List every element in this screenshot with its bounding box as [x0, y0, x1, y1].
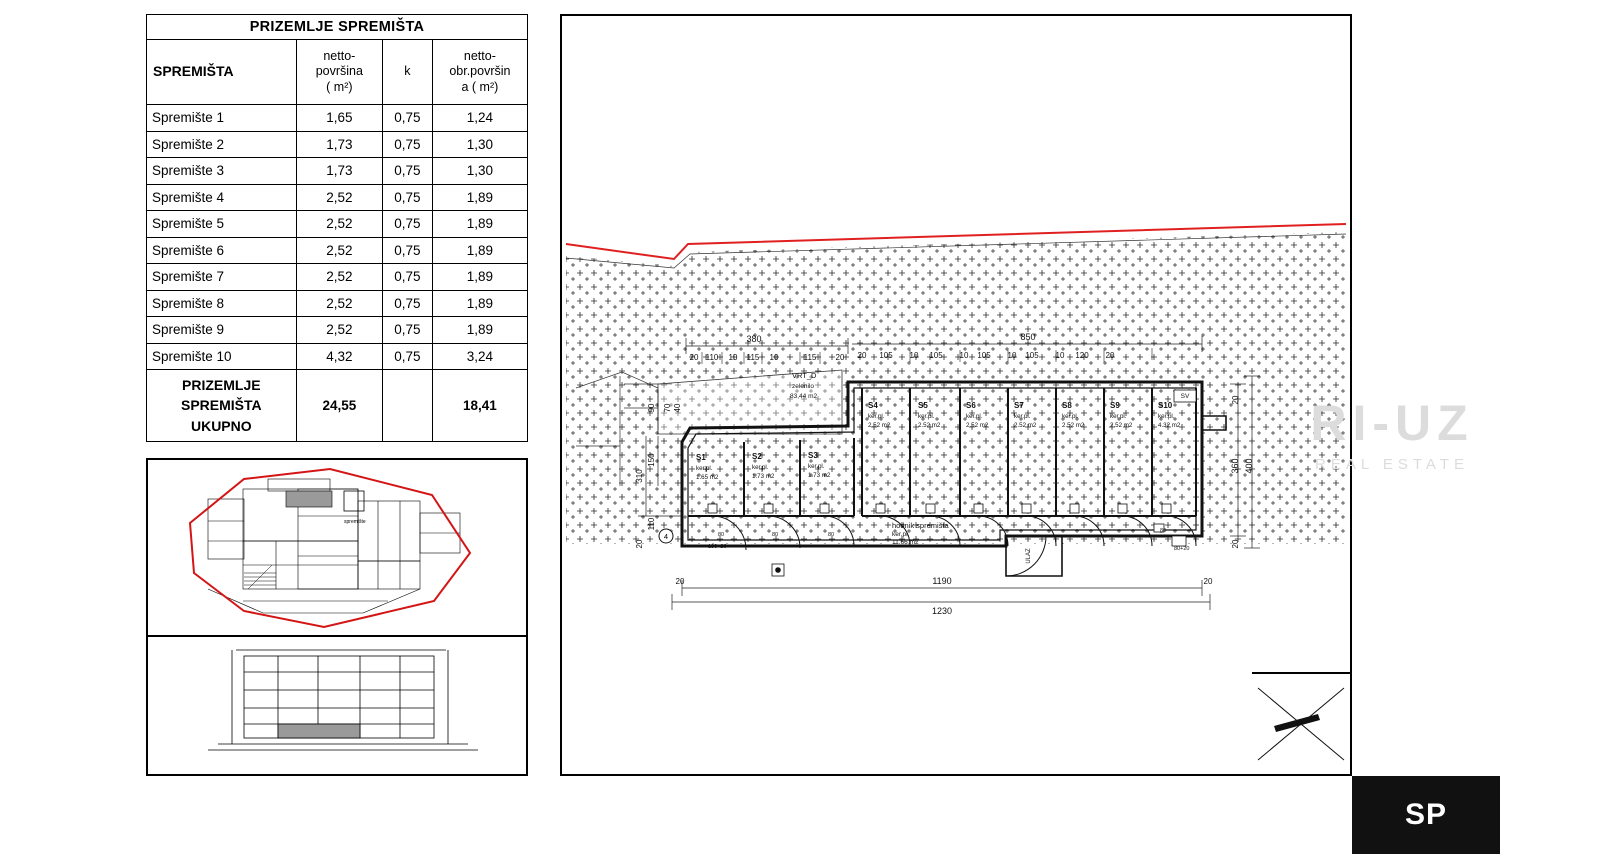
table-row — [147, 158, 528, 185]
total-gross: 18,41 — [432, 370, 527, 442]
unit-S2-area: 1.73 m2 — [752, 473, 775, 480]
site-and-elevation-box — [146, 458, 528, 776]
dim-20e: 20 — [675, 577, 685, 586]
table-row — [147, 237, 528, 264]
total-label-line1: PRIZEMLJE — [182, 377, 261, 393]
cell-name: Spremište 1 — [147, 105, 297, 132]
dim-20a: 20 — [689, 353, 699, 362]
cell-name: Spremište 5 — [147, 211, 297, 238]
unit-S10-id: S10 — [1158, 401, 1173, 410]
gross-line3: a ( m²) — [461, 79, 499, 94]
cell-gross: 1,89 — [432, 317, 527, 344]
dim-105a: 105 — [879, 351, 893, 360]
unit-S6-surface: ker.pl. — [966, 413, 983, 420]
cell-gross: 1,89 — [432, 184, 527, 211]
dim-1230: 1230 — [931, 606, 953, 616]
dim-380: 380 — [746, 334, 762, 344]
storage-area-table — [146, 14, 528, 442]
total-netto: 24,55 — [296, 370, 382, 442]
column-header-name: SPREMIŠTA — [147, 40, 297, 105]
gross-line2: obr.površin — [449, 64, 511, 79]
cell-gross: 1,30 — [432, 158, 527, 185]
total-label-line2: SPREMIŠTA — [180, 397, 262, 414]
dim-400: 400 — [1244, 458, 1254, 474]
dim-1190: 1190 — [932, 576, 952, 586]
garden-area: 83,44 m2 — [790, 393, 818, 400]
dim-20i: 20 — [635, 539, 644, 549]
watermark-main: RI-UZ — [1310, 395, 1474, 451]
unit-S10-surface: ker.pl. — [1158, 413, 1175, 420]
door-label-80-20: 80+20 — [1174, 546, 1190, 552]
total-k — [383, 370, 433, 442]
dim-850: 850 — [1020, 332, 1036, 342]
dim-115a: 115 — [746, 353, 760, 362]
cell-k: 0,75 — [383, 264, 433, 291]
unit-S3-area: 1.73 m2 — [808, 472, 831, 479]
unit-S8-area: 2.52 m2 — [1062, 422, 1085, 429]
cell-gross: 1,89 — [432, 290, 527, 317]
unit-S5-area: 2.52 m2 — [918, 422, 941, 429]
siteplan-label: spremište — [344, 519, 366, 525]
cell-name: Spremište 6 — [147, 237, 297, 264]
cell-netto: 2,52 — [296, 290, 382, 317]
dim-10e: 10 — [1007, 351, 1017, 360]
table-row — [147, 211, 528, 238]
north-arrow-box — [1252, 672, 1352, 776]
cell-netto: 2,52 — [296, 237, 382, 264]
cell-netto: 1,73 — [296, 131, 382, 158]
cell-gross: 3,24 — [432, 343, 527, 370]
cell-netto: 2,52 — [296, 317, 382, 344]
cell-name: Spremište 2 — [147, 131, 297, 158]
gross-line1: netto- — [463, 48, 496, 63]
dim-20g: 20 — [1231, 395, 1240, 405]
cell-k: 0,75 — [383, 343, 433, 370]
garden-name: VRT_D — [792, 371, 817, 380]
cell-gross: 1,24 — [432, 105, 527, 132]
dim-20h: 20 — [1231, 539, 1240, 549]
dim-310: 310 — [635, 469, 644, 483]
door-label-130-20: 130+20 — [708, 544, 727, 550]
netto-line3: ( m²) — [326, 79, 353, 94]
sheet-badge-label: SP — [1404, 798, 1448, 831]
cell-k: 0,75 — [383, 237, 433, 264]
dim-10c: 10 — [909, 351, 919, 360]
unit-S8-surface: ker.pl. — [1062, 413, 1079, 420]
cell-gross: 1,30 — [432, 131, 527, 158]
table-title: PRIZEMLJE SPREMIŠTA — [147, 15, 528, 40]
column-header-gross — [432, 40, 527, 105]
unit-S4-surface: ker.pl. — [868, 413, 885, 420]
dim-110b: 110 — [647, 517, 656, 531]
cell-k: 0,75 — [383, 158, 433, 185]
table-row — [147, 184, 528, 211]
watermark-sub: REAL ESTATE — [1315, 456, 1469, 473]
table-row — [147, 264, 528, 291]
netto-line1: netto- — [323, 48, 356, 63]
dim-20c: 20 — [857, 351, 867, 360]
unit-S8-id: S8 — [1062, 401, 1072, 410]
unit-S3-id: S3 — [808, 451, 818, 460]
highlighted-storage-block — [286, 491, 332, 507]
netto-line2: površina — [315, 64, 363, 79]
unit-S10-area: 4.32 m2 — [1158, 422, 1181, 429]
dim-10a: 10 — [728, 353, 738, 362]
cell-k: 0,75 — [383, 290, 433, 317]
column-header-netto — [296, 40, 382, 105]
door-label-80a: 80 — [718, 532, 725, 538]
door-tag-marker — [659, 529, 673, 543]
cell-name: Spremište 9 — [147, 317, 297, 344]
dim-20b: 20 — [835, 353, 845, 362]
cell-k: 0,75 — [383, 131, 433, 158]
door-label-80d: 80 — [1160, 528, 1167, 534]
dim-90: 90 — [647, 403, 656, 413]
north-arrow — [1252, 674, 1350, 776]
site-plan-drawing — [148, 460, 526, 635]
cell-netto: 2,52 — [296, 211, 382, 238]
svg-text:4: 4 — [663, 532, 669, 541]
cell-name: Spremište 4 — [147, 184, 297, 211]
unit-S2-id: S2 — [752, 452, 762, 461]
corridor-area: 11.66 m2 — [892, 539, 919, 546]
door-label-80c: 80 — [828, 532, 835, 538]
unit-S1-surface: ker.pl. — [696, 465, 713, 472]
cell-netto: 4,32 — [296, 343, 382, 370]
table-row — [147, 343, 528, 370]
sv-label: SV — [1180, 393, 1190, 400]
dim-105d: 105 — [1025, 351, 1039, 360]
table-title-row — [147, 15, 528, 40]
unit-S2-surface: ker.pl. — [752, 464, 769, 471]
cell-netto: 1,73 — [296, 158, 382, 185]
cell-k: 0,75 — [383, 105, 433, 132]
door-label-80b: 80 — [772, 532, 779, 538]
total-label — [147, 370, 297, 442]
dim-360: 360 — [1230, 458, 1240, 474]
highlighted-elevation-block — [278, 724, 360, 738]
cell-netto: 2,52 — [296, 184, 382, 211]
unit-S9-surface: ker.pl. — [1110, 413, 1127, 420]
unit-S9-area: 2.52 m2 — [1110, 422, 1133, 429]
entrance-label: ULAZ — [1026, 548, 1032, 564]
dim-20f: 20 — [1203, 577, 1213, 586]
unit-S4-area: 2.52 m2 — [868, 422, 891, 429]
column-header-k: k — [383, 40, 433, 105]
dim-20d: 20 — [1105, 351, 1115, 360]
table-total-row — [147, 370, 528, 442]
dim-40: 40 — [673, 403, 682, 413]
unit-S6-area: 2.52 m2 — [966, 422, 989, 429]
unit-S9-id: S9 — [1110, 401, 1120, 410]
cell-name: Spremište 3 — [147, 158, 297, 185]
unit-S7-area: 2.52 m2 — [1014, 422, 1037, 429]
dim-10b: 10 — [769, 353, 779, 362]
dim-105c: 105 — [977, 351, 991, 360]
floorplan-drawing — [562, 16, 1350, 774]
unit-S7-id: S7 — [1014, 401, 1024, 410]
dim-120: 120 — [1075, 351, 1089, 360]
cell-gross: 1,89 — [432, 211, 527, 238]
dim-10d: 10 — [959, 351, 969, 360]
total-label-line3: UKUPNO — [190, 417, 252, 434]
cell-gross: 1,89 — [432, 237, 527, 264]
cell-k: 0,75 — [383, 317, 433, 344]
dim-10f: 10 — [1055, 351, 1065, 360]
cell-name: Spremište 10 — [147, 343, 297, 370]
unit-S4-id: S4 — [868, 401, 878, 410]
corridor-name: hodnik spremišta — [892, 521, 949, 530]
cell-name: Spremište 7 — [147, 264, 297, 291]
unit-S1-area: 1.65 m2 — [696, 474, 719, 481]
table-row — [147, 317, 528, 344]
elevation-drawing — [148, 637, 526, 776]
table-header-row — [147, 40, 528, 105]
garden-surface: zelenilo — [792, 383, 815, 390]
dim-150: 150 — [647, 453, 656, 467]
unit-S6-id: S6 — [966, 401, 976, 410]
cell-gross: 1,89 — [432, 264, 527, 291]
corridor-surface: ker.pl. — [892, 531, 910, 538]
cell-name: Spremište 8 — [147, 290, 297, 317]
unit-S1-id: S1 — [696, 453, 706, 462]
table-row — [147, 105, 528, 132]
unit-S5-id: S5 — [918, 401, 928, 410]
dim-70: 70 — [663, 403, 672, 413]
cell-k: 0,75 — [383, 184, 433, 211]
dim-110: 110 — [705, 353, 719, 362]
dim-115b: 115 — [803, 353, 817, 362]
sheet-badge — [1352, 776, 1500, 854]
cell-k: 0,75 — [383, 211, 433, 238]
main-floorplan-frame — [560, 14, 1474, 776]
unit-S5-surface: ker.pl. — [918, 413, 935, 420]
dim-105b: 105 — [929, 351, 943, 360]
table-row — [147, 131, 528, 158]
table-row — [147, 290, 528, 317]
unit-S7-surface: ker.pl. — [1014, 413, 1031, 420]
unit-S3-surface: ker.pl. — [808, 463, 825, 470]
cell-netto: 2,52 — [296, 264, 382, 291]
cell-netto: 1,65 — [296, 105, 382, 132]
